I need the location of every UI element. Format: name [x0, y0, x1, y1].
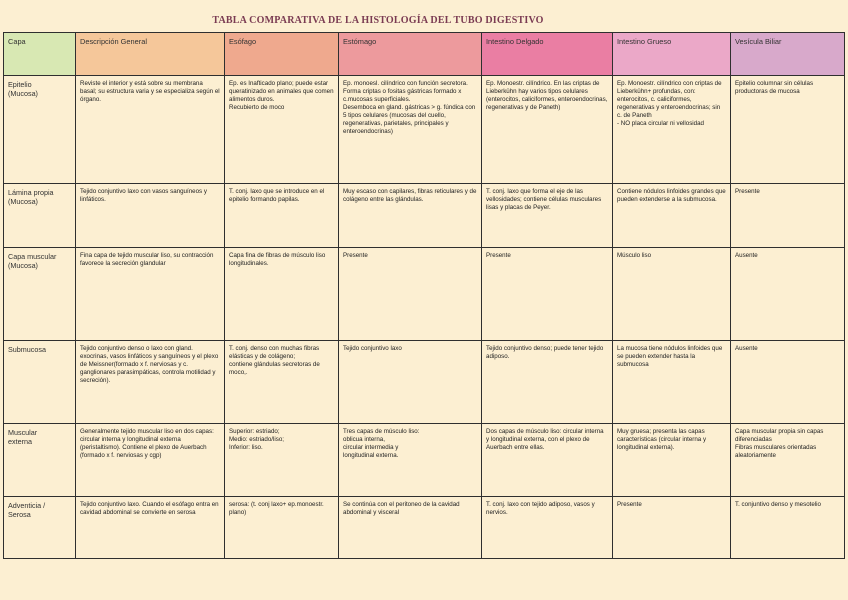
table-cell: Ep. Monoestr. cilíndrico. En las criptas de Lieberkühn hay varios tipos celulares (enterocitos, caliciformes, enteroendocrinas, regenerativas y de Paneth) — [482, 76, 613, 184]
table-cell: serosa: (t. conj laxo+ ep.monoestr. plano) — [225, 497, 339, 559]
table-cell: T. conj. laxo que se introduce en el epitelio formando papilas. — [225, 184, 339, 248]
table-cell: Fina capa de tejido muscular liso, su contracción favorece la secreción glandular — [76, 248, 225, 341]
table-row — [4, 424, 845, 497]
table-cell: Tres capas de músculo liso: oblicua interna, circular intermedia y longitudinal externa. — [339, 424, 482, 497]
table-cell: Muy gruesa; presenta las capas características (circular interna y longitudinal externa). — [613, 424, 731, 497]
table-cell: Tejido conjuntivo denso; puede tener tejido adiposo. — [482, 341, 613, 424]
header-vesicula-biliar: Vesícula Biliar — [731, 33, 845, 76]
table-row — [4, 497, 845, 559]
table-cell: Presente — [613, 497, 731, 559]
table-cell: Ep. es Inafticado plano; puede estar queratinizado en animales que comen alimentos duros. Recubierto de moco — [225, 76, 339, 184]
table-row — [4, 341, 845, 424]
header-intestino-grueso: Intestino Grueso — [613, 33, 731, 76]
table-cell: Ep. monoesl. cilíndrico con función secretora. Forma criptas o fositas gástricas formado x c.mucosas superficiales. Desemboca en gland. gástricas > g. fúndica con 5 tipos celulares (mucosas del cuello, regenerativas, parietales, principales y enteroendocrinas) — [339, 76, 482, 184]
row-layer-name: Muscular externa — [4, 424, 76, 497]
table-cell: Tejido conjuntivo laxo con vasos sanguíneos y linfáticos. — [76, 184, 225, 248]
table-cell: Superior: estriado; Medio: estriado/liso; Inferior: liso. — [225, 424, 339, 497]
table-cell: Presente — [482, 248, 613, 341]
row-layer-name: Submucosa — [4, 341, 76, 424]
table-cell: Contiene nódulos linfoides grandes que pueden extenderse a la submucosa. — [613, 184, 731, 248]
header-row — [4, 33, 845, 76]
row-layer-name: Adventicia / Serosa — [4, 497, 76, 559]
page-title: TABLA COMPARATIVA DE LA HISTOLOGÍA DEL TUBO DIGESTIVO — [212, 15, 544, 26]
table-cell: Ausente — [731, 341, 845, 424]
comparison-table — [3, 32, 845, 559]
table-cell: Presente — [731, 184, 845, 248]
row-layer-name: Capa muscular (Mucosa) — [4, 248, 76, 341]
table-cell: Reviste el interior y está sobre su membrana basal; su estructura varia y se especializa según el órgano. — [76, 76, 225, 184]
table-cell: Tejido conjuntivo laxo — [339, 341, 482, 424]
table-row — [4, 248, 845, 341]
table-cell: Ausente — [731, 248, 845, 341]
table-cell: Tejido conjuntivo denso o laxo con gland. exocrinas, vasos linfáticos y sanguíneos y el plexo de Meissner(formado x f. nerviosas y c. ganglionares parasimpáticas, controla motilidad y secreción). — [76, 341, 225, 424]
header-descripcion-general: Descripción General — [76, 33, 225, 76]
table-cell: Presente — [339, 248, 482, 341]
table-cell: T. conjuntivo denso y mesotelio — [731, 497, 845, 559]
table-cell: Ep. Monoestr. cilíndrico con criptas de Lieberkühn+ profundas, con: enterocitos, c. caliciformes, regenerativas y enteroendocrinas; sin c. de Paneth - NO placa circular ni vellosidad — [613, 76, 731, 184]
row-layer-name: Lámina propia (Mucosa) — [4, 184, 76, 248]
table-cell: Músculo liso — [613, 248, 731, 341]
table-cell: Dos capas de músculo liso: circular interna y longitudinal externa, con el plexo de Auerbach entre ellas. — [482, 424, 613, 497]
table-cell: Capa muscular propia sin capas diferenciadas Fibras musculares orientadas aleatoriamente — [731, 424, 845, 497]
table-cell: Se continúa con el peritoneo de la cavidad abdominal y visceral — [339, 497, 482, 559]
table-cell: La mucosa tiene nódulos linfoides que se pueden extender hasta la submucosa — [613, 341, 731, 424]
table-cell: Muy escaso con capilares, fibras reticulares y de colágeno entre las glándulas. — [339, 184, 482, 248]
table-row — [4, 184, 845, 248]
row-layer-name: Epitelio (Mucosa) — [4, 76, 76, 184]
header-capa: Capa — [4, 33, 76, 76]
table-cell: Tejido conjuntivo laxo. Cuando el esófago entra en cavidad abdominal se convierte en serosa — [76, 497, 225, 559]
table-row — [4, 76, 845, 184]
table-cell: Generalmente tejido muscular liso en dos capas: circular interna y longitudinal externa (peristaltismo). Contiene el plexo de Auerbach (formado x f. nerviosas y cgp) — [76, 424, 225, 497]
table-cell: T. conj. denso con muchas fibras elásticas y de colágeno; contiene glándulas secretoras de moco,. — [225, 341, 339, 424]
table-cell: T. conj. laxo con tejido adiposo, vasos y nervios. — [482, 497, 613, 559]
table-cell: Epitelio columnar sin células productoras de mucosa — [731, 76, 845, 184]
header-intestino-delgado: Intestino Delgado — [482, 33, 613, 76]
header-esofago: Esófago — [225, 33, 339, 76]
header-estomago: Estómago — [339, 33, 482, 76]
table-cell: T. conj. laxo que forma el eje de las vellosidades; contiene células musculares lisas y placas de Peyer. — [482, 184, 613, 248]
table-cell: Capa fina de fibras de músculo liso longitudinales. — [225, 248, 339, 341]
